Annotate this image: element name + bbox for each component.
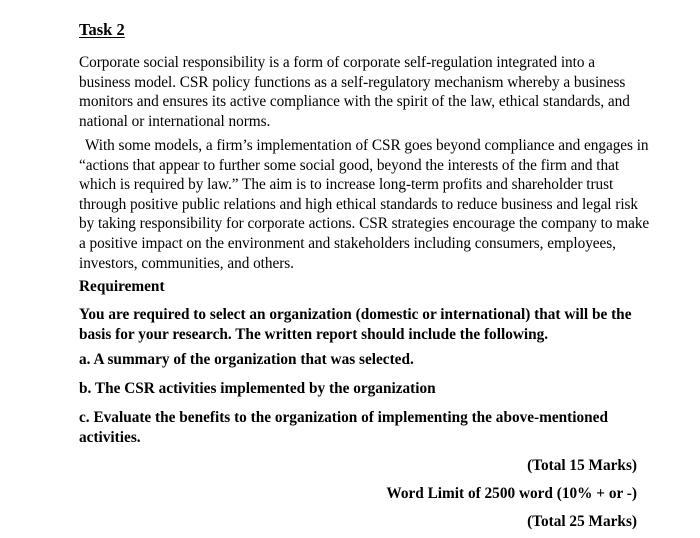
csr-models-paragraph	[79, 136, 649, 273]
total-15-marks: (Total 15 Marks)	[527, 457, 637, 474]
task-title: Task 2	[79, 20, 125, 39]
paragraph-line: monitors and ensures its active compliance with the spirit of the law, ethical standards, and	[79, 93, 630, 111]
requirement-heading: Requirement	[79, 278, 165, 295]
paragraph-line: by taking responsibility for corporate actions. CSR strategies encourage the company to make	[79, 215, 650, 233]
intro-paragraph	[79, 53, 630, 131]
requirement-item-c	[79, 408, 608, 447]
requirement-item-c-line: c. Evaluate the benefits to the organization of implementing the above-mentioned	[79, 409, 608, 426]
requirement-line: You are required to select an organization (domestic or international) that will be the	[79, 306, 632, 323]
requirement-item-a: a. A summary of the organization that was selected.	[79, 351, 414, 368]
paragraph-line: With some models, a firm’s implementation of CSR goes beyond compliance and engages in	[85, 137, 649, 154]
paragraph-line: “actions that appear to further some social good, beyond the interests of the firm and that	[79, 156, 620, 174]
total-25-marks: (Total 25 Marks)	[527, 513, 637, 530]
word-limit: Word Limit of 2500 word (10% + or -)	[386, 485, 637, 502]
paragraph-line: Corporate social responsibility is a form of corporate self-regulation integrated into a	[79, 54, 595, 71]
paragraph-line: a positive impact on the environment and stakeholders including consumers, employees,	[79, 234, 616, 252]
requirement-body	[79, 305, 631, 344]
requirement-item-c-line: activities.	[79, 428, 141, 446]
requirement-line: basis for your research. The written report should include the following.	[79, 325, 549, 343]
paragraph-line: business model. CSR policy functions as a self-regulatory mechanism whereby a business	[79, 73, 626, 91]
requirement-item-b: b. The CSR activities implemented by the organization	[79, 380, 436, 397]
paragraph-line: which is required by law.” The aim is to increase long-term profits and shareholder trust	[79, 176, 614, 194]
paragraph-line: investors, communities, and others.	[79, 254, 294, 272]
paragraph-line: through positive public relations and high ethical standards to reduce business and legal risk	[79, 195, 639, 213]
paragraph-line: national or international norms.	[79, 112, 271, 130]
